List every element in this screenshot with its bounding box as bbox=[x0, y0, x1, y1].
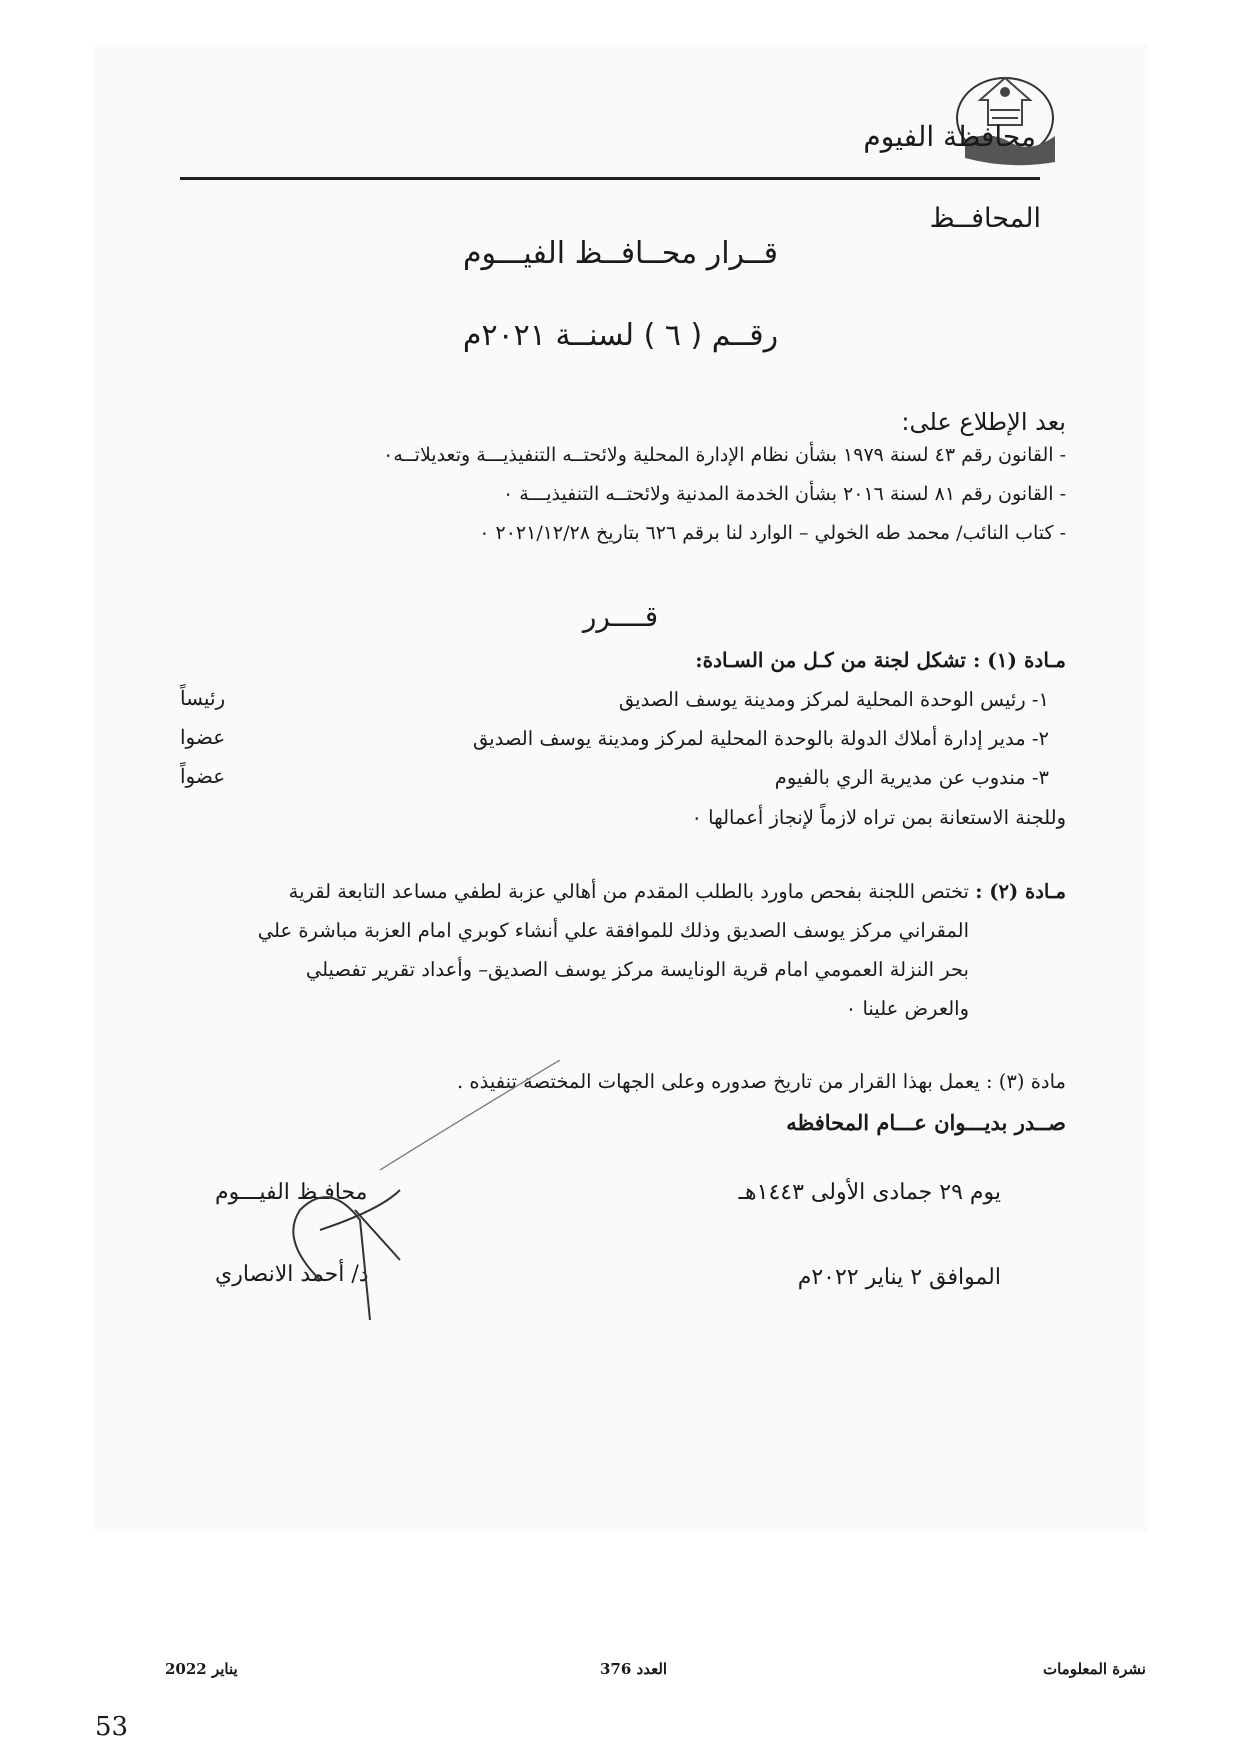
decision-number: رقــم ( ٦ ) لسنــة ٢٠٢١م bbox=[462, 318, 779, 353]
footer-publication: نشرة المعلومات bbox=[1042, 1660, 1146, 1678]
hijri-date: يوم ٢٩ جمادى الأولى ١٤٤٣هـ bbox=[738, 1180, 1001, 1205]
decision-title: قــرار محــافــظ الفيـــوم bbox=[462, 236, 779, 271]
member-name: ٣- مندوب عن مديرية الري بالفيوم bbox=[774, 766, 1049, 789]
governorate-name: محافظة الفيوم bbox=[863, 120, 1036, 153]
preamble-item: - القانون رقم ٨١ لسنة ٢٠١٦ بشأن الخدمة المدنية ولائحتــه التنفيذيـــة ٠ bbox=[503, 483, 1066, 505]
member-name: ٢- مدير إدارة أملاك الدولة بالوحدة المحلية لمركز ومدينة يوسف الصديق bbox=[472, 727, 1049, 750]
preamble-item: - القانون رقم ٤٣ لسنة ١٩٧٩ بشأن نظام الإدارة المحلية ولائحتــه التنفيذيـــة وتعديلاتــه٠ bbox=[383, 444, 1066, 466]
article-2-label: مـادة (٢) : bbox=[975, 880, 1066, 903]
office-label: المحافــظ bbox=[929, 203, 1041, 234]
member-role: رئيساً bbox=[180, 686, 226, 710]
article-3: مادة (٣) : يعمل بهذا القرار من تاريخ صدوره وعلى الجهات المختصة تنفيذه . bbox=[456, 1070, 1066, 1093]
footer-date: يناير 2022 bbox=[165, 1660, 238, 1678]
gregorian-date: الموافق ٢ يناير ٢٠٢٢م bbox=[797, 1265, 1001, 1290]
handwritten-signature bbox=[260, 1060, 580, 1350]
member-role: عضوا bbox=[180, 725, 226, 749]
article-2-line: بحر النزلة العمومي امام قرية الونايسة مركز يوسف الصديق– وأعداد تقرير تفصيلي bbox=[305, 958, 969, 981]
article-2-line: المقراني مركز يوسف الصديق وذلك للموافقة علي أنشاء كوبري امام العزبة مباشرة علي bbox=[257, 919, 969, 942]
article-2-line: تختص اللجنة بفحص ماورد بالطلب المقدم من أهالي عزبة لطفي مساعد التابعة لقرية bbox=[288, 880, 969, 903]
member-role: عضواً bbox=[180, 764, 226, 788]
header-divider bbox=[180, 177, 1040, 180]
member-name: ١- رئيس الوحدة المحلية لمركز ومدينة يوسف الصديق bbox=[618, 688, 1049, 711]
decided-heading: قــــرر bbox=[582, 600, 659, 633]
preamble-heading: بعد الإطلاع على: bbox=[901, 408, 1066, 436]
issued-at: صــدر بديـــوان عـــام المحافظه bbox=[786, 1110, 1066, 1135]
signatory-title: محافـظ الفيـــوم bbox=[215, 1180, 368, 1205]
footer-issue: العدد 376 bbox=[600, 1660, 668, 1678]
article-1-heading: مـادة (١) : تشكل لجنة من كـل من السـادة: bbox=[695, 648, 1066, 672]
preamble-item: - كتاب النائب/ محمد طه الخولي – الوارد لنا برقم ٦٢٦ بتاريخ ٢٠٢١/١٢/٢٨ ٠ bbox=[479, 522, 1066, 544]
article-2-line: والعرض علينا ٠ bbox=[845, 997, 969, 1020]
article-1-note: وللجنة الاستعانة بمن تراه لازماً لإنجاز أعمالها ٠ bbox=[691, 806, 1066, 829]
signatory-name: د/ أحمد الانصاري bbox=[215, 1262, 369, 1287]
page-number: 53 bbox=[95, 1712, 129, 1742]
